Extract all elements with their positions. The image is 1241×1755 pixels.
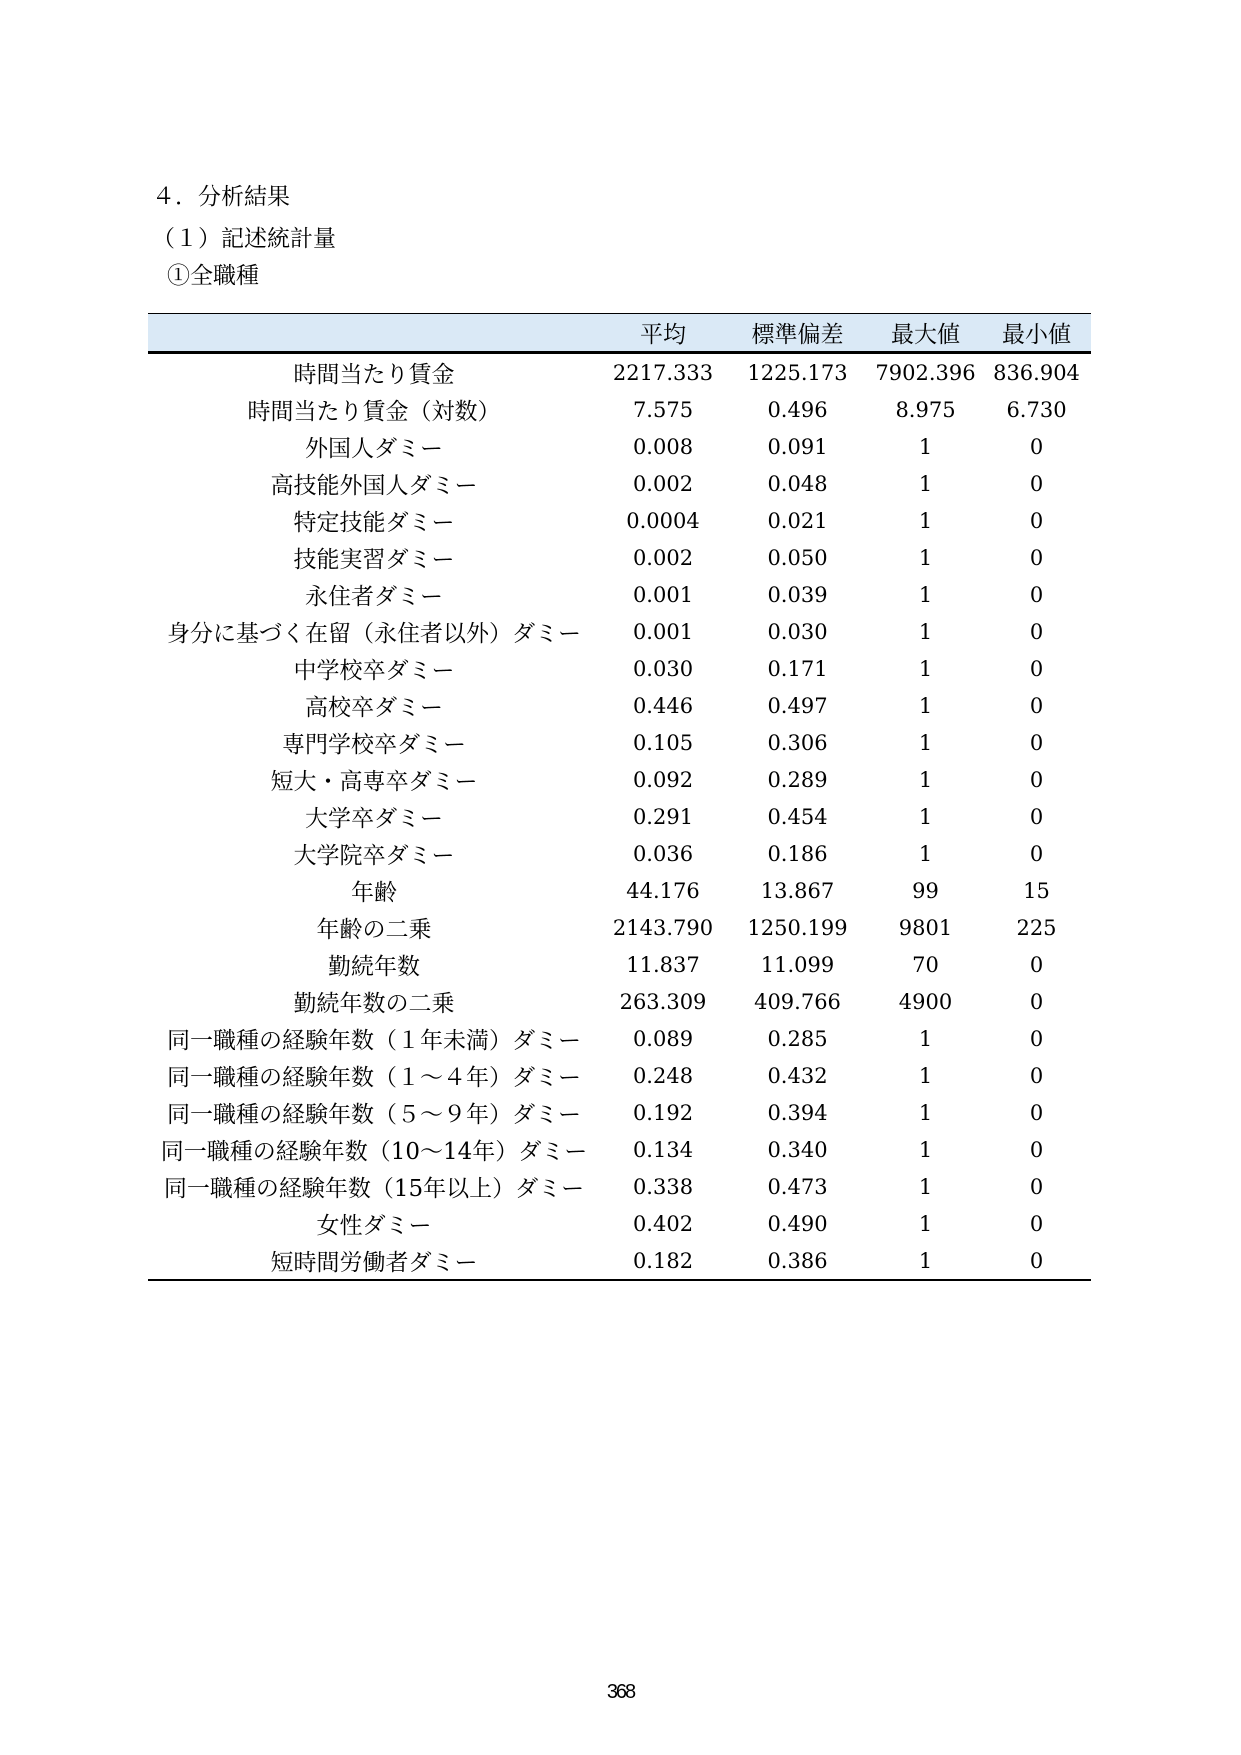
max-cell: 1 [918, 693, 933, 718]
min-cell: 0 [1029, 730, 1044, 755]
max-cell: 1 [918, 767, 933, 792]
table-row [148, 1057, 1091, 1094]
max-cell: 1 [918, 804, 933, 829]
mean-cell: 2217.333 [612, 360, 714, 385]
variable-cell: 女性ダミー [316, 1213, 432, 1239]
max-cell: 1 [918, 471, 933, 496]
header-max: 最大値 [869, 314, 982, 353]
max-cell: 8.975 [895, 397, 956, 422]
variable-cell: 大学卒ダミー [305, 806, 443, 832]
max-cell: 1 [918, 730, 933, 755]
variable-cell: 年齢 [351, 880, 397, 906]
table-row [148, 650, 1091, 687]
table-row [148, 1205, 1091, 1242]
mean-cell: 0.008 [632, 434, 694, 459]
max-cell: 1 [869, 1242, 982, 1280]
mean-cell: 0.089 [632, 1026, 694, 1051]
mean-cell: 7.575 [632, 397, 694, 422]
max-cell: 1 [918, 508, 933, 533]
max-cell: 1 [918, 841, 933, 866]
min-cell: 0 [1029, 508, 1044, 533]
variable-cell: 中学校卒ダミー [293, 658, 455, 684]
variable-cell: 同一職種の経験年数（５～９年）ダミー [167, 1102, 581, 1128]
variable-cell: 同一職種の経験年数（１～４年）ダミー [167, 1065, 581, 1091]
std-dev-cell: 0.473 [767, 1174, 828, 1199]
min-cell: 0 [1029, 1063, 1044, 1088]
table-row [148, 724, 1091, 761]
subsubsection-heading: ①全職種 [167, 263, 259, 289]
page-number: 368 [606, 1681, 635, 1703]
max-cell: 1 [918, 1174, 933, 1199]
variable-cell: 身分に基づく在留（永住者以外）ダミー [167, 621, 581, 647]
std-dev-cell: 0.454 [767, 804, 828, 829]
max-cell: 1 [918, 1211, 933, 1236]
std-dev-cell: 0.289 [767, 767, 828, 792]
mean-cell: 44.176 [626, 878, 700, 903]
std-dev-cell: 0.048 [767, 471, 828, 496]
table-row [148, 687, 1091, 724]
max-cell: 1 [918, 582, 933, 607]
table-row [148, 1242, 1091, 1280]
min-cell: 0 [1029, 619, 1044, 644]
mean-cell: 0.338 [632, 1174, 694, 1199]
std-dev-cell: 0.030 [767, 619, 828, 644]
min-cell: 0 [1029, 656, 1044, 681]
max-cell: 1 [918, 1063, 933, 1088]
table-row [148, 353, 1091, 392]
max-cell: 1 [918, 434, 933, 459]
min-cell: 0 [1029, 767, 1044, 792]
std-dev-cell: 0.039 [767, 582, 828, 607]
mean-cell: 0.002 [632, 545, 694, 570]
mean-cell: 0.030 [632, 656, 694, 681]
table-row [148, 1094, 1091, 1131]
variable-cell: 勤続年数 [328, 954, 420, 980]
table-row [148, 1020, 1091, 1057]
table-row [148, 909, 1091, 946]
max-cell: 1 [918, 656, 933, 681]
std-dev-cell: 0.432 [767, 1063, 828, 1088]
section-heading: ４．分析結果 [152, 184, 290, 210]
variable-cell: 年齢の二乗 [316, 917, 432, 943]
header-variable [148, 314, 600, 353]
max-cell: 1 [918, 1100, 933, 1125]
min-cell: 0 [1029, 1100, 1044, 1125]
std-dev-cell: 0.021 [767, 508, 828, 533]
variable-cell: 外国人ダミー [305, 436, 443, 462]
variable-cell: 短時間労働者ダミー [148, 1242, 600, 1280]
variable-cell: 特定技能ダミー [293, 510, 455, 536]
std-dev-cell: 0.496 [767, 397, 828, 422]
table-row [148, 1168, 1091, 1205]
mean-cell: 2143.790 [612, 915, 714, 940]
std-dev-cell: 0.490 [767, 1211, 828, 1236]
std-dev-cell: 0.091 [767, 434, 828, 459]
mean-cell: 0.134 [632, 1137, 694, 1162]
variable-cell: 高技能外国人ダミー [270, 473, 478, 499]
variable-cell: 同一職種の経験年数（10～14年）ダミー [160, 1139, 588, 1165]
max-cell: 7902.396 [875, 360, 976, 385]
min-cell: 0 [1029, 545, 1044, 570]
table-row [148, 835, 1091, 872]
std-dev-cell: 0.340 [767, 1137, 828, 1162]
std-dev-cell: 409.766 [754, 989, 841, 1014]
min-cell: 0 [1029, 471, 1044, 496]
table-row [148, 613, 1091, 650]
subsection-heading: （１）記述統計量 [152, 226, 336, 252]
table-header-row [148, 314, 1091, 353]
max-cell: 4900 [898, 989, 953, 1014]
max-cell: 1 [918, 545, 933, 570]
mean-cell: 0.291 [632, 804, 694, 829]
std-dev-cell: 13.867 [760, 878, 835, 903]
variable-cell: 時間当たり賃金 [293, 362, 455, 388]
mean-cell: 0.036 [632, 841, 694, 866]
header-min: 最小値 [982, 314, 1091, 353]
table-row [148, 761, 1091, 798]
table-row [148, 946, 1091, 983]
min-cell: 0 [1029, 1211, 1044, 1236]
max-cell: 1 [918, 619, 933, 644]
variable-cell: 技能実習ダミー [293, 547, 455, 573]
variable-cell: 短大・高専卒ダミー [270, 769, 478, 795]
table-row [148, 539, 1091, 576]
descriptive-statistics-table [148, 313, 1091, 1281]
std-dev-cell: 11.099 [760, 952, 835, 977]
variable-cell: 高校卒ダミー [305, 695, 443, 721]
min-cell: 15 [1023, 878, 1050, 903]
std-dev-cell: 0.186 [767, 841, 828, 866]
min-cell: 0 [1029, 841, 1044, 866]
mean-cell: 11.837 [626, 952, 700, 977]
std-dev-cell: 0.050 [767, 545, 828, 570]
mean-cell: 0.105 [632, 730, 694, 755]
std-dev-cell: 1225.173 [747, 360, 848, 385]
mean-cell: 0.446 [632, 693, 694, 718]
table-row [148, 576, 1091, 613]
min-cell: 0 [1029, 1137, 1044, 1162]
variable-cell: 同一職種の経験年数（１年未満）ダミー [167, 1028, 581, 1054]
min-cell: 0 [1029, 1026, 1044, 1051]
min-cell: 225 [1016, 915, 1057, 940]
min-cell: 0 [1029, 1174, 1044, 1199]
variable-cell: 大学院卒ダミー [293, 843, 455, 869]
table-row [148, 391, 1091, 428]
mean-cell: 0.182 [600, 1242, 726, 1280]
table-row [148, 798, 1091, 835]
mean-cell: 0.0004 [626, 508, 700, 533]
table-row [148, 983, 1091, 1020]
variable-cell: 同一職種の経験年数（15年以上）ダミー [163, 1176, 585, 1202]
std-dev-cell: 0.497 [767, 693, 828, 718]
std-dev-cell: 1250.199 [747, 915, 848, 940]
table-body [148, 353, 1091, 1281]
mean-cell: 0.092 [632, 767, 694, 792]
min-cell: 0 [1029, 804, 1044, 829]
min-cell: 0 [1029, 693, 1044, 718]
min-cell: 0 [1029, 989, 1044, 1014]
min-cell: 0 [1029, 434, 1044, 459]
table-row [148, 428, 1091, 465]
mean-cell: 0.192 [632, 1100, 694, 1125]
variable-cell: 専門学校卒ダミー [282, 732, 466, 758]
max-cell: 70 [912, 952, 939, 977]
min-cell: 0 [1029, 952, 1044, 977]
min-cell: 6.730 [1006, 397, 1067, 422]
min-cell: 0 [982, 1242, 1091, 1280]
max-cell: 1 [918, 1026, 933, 1051]
std-dev-cell: 0.285 [767, 1026, 828, 1051]
mean-cell: 0.001 [632, 582, 694, 607]
variable-cell: 永住者ダミー [305, 584, 443, 610]
mean-cell: 0.402 [632, 1211, 694, 1236]
mean-cell: 0.248 [632, 1063, 694, 1088]
min-cell: 836.904 [993, 360, 1080, 385]
std-dev-cell: 0.306 [767, 730, 828, 755]
max-cell: 1 [918, 1137, 933, 1162]
header-mean: 平均 [600, 314, 726, 353]
header-std-dev: 標準偏差 [726, 314, 869, 353]
variable-cell: 勤続年数の二乗 [293, 991, 455, 1017]
table-row [148, 1131, 1091, 1168]
std-dev-cell: 0.171 [767, 656, 828, 681]
table-row [148, 502, 1091, 539]
mean-cell: 263.309 [619, 989, 707, 1014]
min-cell: 0 [1029, 582, 1044, 607]
max-cell: 9801 [898, 915, 953, 940]
table-row [148, 872, 1091, 909]
std-dev-cell: 0.394 [767, 1100, 828, 1125]
mean-cell: 0.002 [632, 471, 694, 496]
table-row [148, 465, 1091, 502]
std-dev-cell: 0.386 [726, 1242, 869, 1280]
max-cell: 99 [912, 878, 939, 903]
variable-cell: 時間当たり賃金（対数） [247, 399, 501, 425]
mean-cell: 0.001 [632, 619, 694, 644]
